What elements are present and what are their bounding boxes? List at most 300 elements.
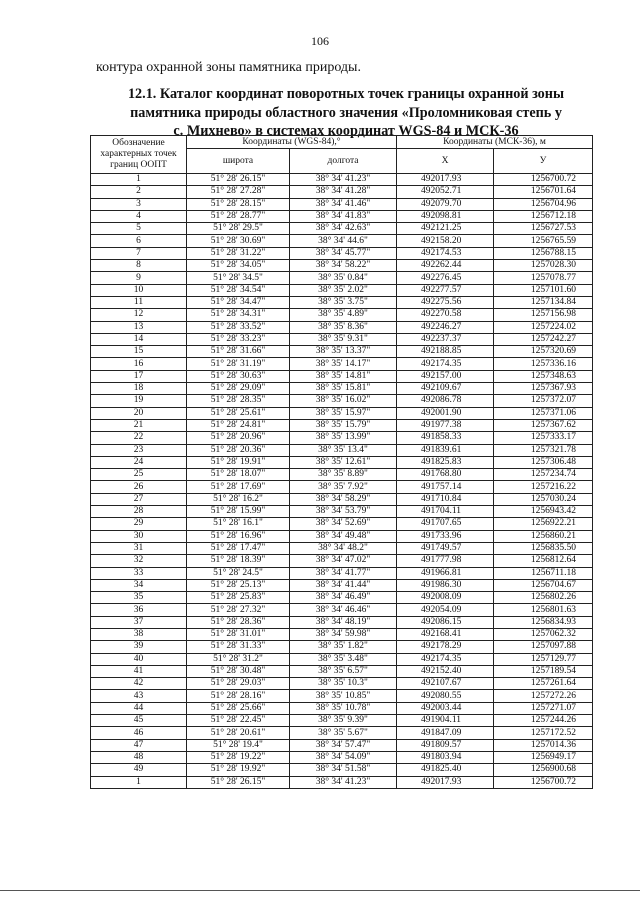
table-row (91, 715, 593, 727)
longitude: 38° 34' 45.77" (290, 247, 397, 259)
coord-x: 492275.56 (397, 296, 494, 308)
latitude: 51° 28' 26.15" (187, 174, 290, 186)
coord-y: 1256700.72 (494, 776, 593, 788)
point-number: 31 (91, 542, 187, 554)
table-row (91, 456, 593, 468)
coord-x: 492001.90 (397, 407, 494, 419)
coord-y: 1257234.74 (494, 469, 593, 481)
coord-x: 492262.44 (397, 260, 494, 272)
point-number: 15 (91, 346, 187, 358)
table-row (91, 186, 593, 198)
coord-x: 492174.35 (397, 358, 494, 370)
latitude: 51° 28' 16.2" (187, 493, 290, 505)
coord-y: 1257097.88 (494, 641, 593, 653)
coord-y: 1256835.50 (494, 542, 593, 554)
longitude: 38° 35' 15.81" (290, 383, 397, 395)
longitude: 38° 34' 48.2" (290, 542, 397, 554)
coord-x: 491803.94 (397, 751, 494, 763)
coord-y: 1256701.64 (494, 186, 593, 198)
coord-x: 492277.57 (397, 284, 494, 296)
table-row (91, 542, 593, 554)
longitude: 38° 34' 48.19" (290, 616, 397, 628)
point-number: 44 (91, 702, 187, 714)
coord-x: 491825.83 (397, 456, 494, 468)
coord-x: 491839.61 (397, 444, 494, 456)
point-number: 35 (91, 592, 187, 604)
table-row (91, 727, 593, 739)
point-number: 5 (91, 223, 187, 235)
latitude: 51° 28' 24.81" (187, 419, 290, 431)
table-row (91, 198, 593, 210)
latitude: 51° 28' 31.22" (187, 247, 290, 259)
table-row (91, 333, 593, 345)
coord-y: 1257062.32 (494, 628, 593, 640)
longitude: 38° 34' 41.23" (290, 776, 397, 788)
coord-y: 1257216.22 (494, 481, 593, 493)
coord-y: 1257078.77 (494, 272, 593, 284)
section-title-line-3: с. Михнево» в системах координат WGS-84 и МСК-36 (173, 123, 519, 139)
coord-x: 492086.78 (397, 395, 494, 407)
longitude: 38° 35' 0.84" (290, 272, 397, 284)
coord-x: 492237.37 (397, 333, 494, 345)
table-row (91, 235, 593, 247)
longitude: 38° 34' 47.02" (290, 555, 397, 567)
table-row (91, 346, 593, 358)
point-number: 34 (91, 579, 187, 591)
point-number: 22 (91, 432, 187, 444)
longitude: 38° 34' 49.48" (290, 530, 397, 542)
longitude: 38° 35' 4.89" (290, 309, 397, 321)
longitude: 38° 35' 3.48" (290, 653, 397, 665)
header-designation: Обозначение характерных точек границ ООПТ (91, 136, 187, 174)
coord-x: 491966.81 (397, 567, 494, 579)
coord-y: 1257336.16 (494, 358, 593, 370)
coord-x: 491858.33 (397, 432, 494, 444)
coord-y: 1256922.21 (494, 518, 593, 530)
coord-y: 1257014.36 (494, 739, 593, 751)
table-row (91, 641, 593, 653)
coord-y: 1257320.69 (494, 346, 593, 358)
table-row (91, 247, 593, 259)
coord-y: 1256700.72 (494, 174, 593, 186)
coord-y: 1256727.53 (494, 223, 593, 235)
point-number: 29 (91, 518, 187, 530)
point-number: 11 (91, 296, 187, 308)
coord-y: 1256834.93 (494, 616, 593, 628)
latitude: 51° 28' 34.47" (187, 296, 290, 308)
coord-y: 1257367.93 (494, 383, 593, 395)
header-x: X (397, 149, 494, 174)
coord-x: 491809.57 (397, 739, 494, 751)
latitude: 51° 28' 28.15" (187, 198, 290, 210)
point-number: 45 (91, 715, 187, 727)
longitude: 38° 35' 7.92" (290, 481, 397, 493)
coord-x: 492174.53 (397, 247, 494, 259)
longitude: 38° 34' 41.28" (290, 186, 397, 198)
latitude: 51° 28' 29.5" (187, 223, 290, 235)
table-row (91, 530, 593, 542)
longitude: 38° 34' 51.58" (290, 764, 397, 776)
longitude: 38° 35' 10.85" (290, 690, 397, 702)
point-number: 9 (91, 272, 187, 284)
point-number: 40 (91, 653, 187, 665)
point-number: 20 (91, 407, 187, 419)
coord-x: 492157.00 (397, 370, 494, 382)
longitude: 38° 34' 41.83" (290, 210, 397, 222)
longitude: 38° 34' 41.77" (290, 567, 397, 579)
point-number: 41 (91, 665, 187, 677)
point-number: 13 (91, 321, 187, 333)
latitude: 51° 28' 29.09" (187, 383, 290, 395)
coord-x: 491904.11 (397, 715, 494, 727)
point-number: 46 (91, 727, 187, 739)
longitude: 38° 34' 42.63" (290, 223, 397, 235)
coord-x: 492270.58 (397, 309, 494, 321)
coord-y: 1256860.21 (494, 530, 593, 542)
longitude: 38° 34' 58.22" (290, 260, 397, 272)
longitude: 38° 35' 9.31" (290, 333, 397, 345)
coord-x: 491977.38 (397, 419, 494, 431)
point-number: 24 (91, 456, 187, 468)
coord-x: 491847.09 (397, 727, 494, 739)
latitude: 51° 28' 25.66" (187, 702, 290, 714)
longitude: 38° 34' 41.46" (290, 198, 397, 210)
coord-x: 492052.71 (397, 186, 494, 198)
coord-y: 1257271.07 (494, 702, 593, 714)
longitude: 38° 35' 15.79" (290, 419, 397, 431)
latitude: 51° 28' 34.05" (187, 260, 290, 272)
latitude: 51° 28' 34.31" (187, 309, 290, 321)
latitude: 51° 28' 22.45" (187, 715, 290, 727)
longitude: 38° 34' 53.79" (290, 506, 397, 518)
longitude: 38° 35' 6.57" (290, 665, 397, 677)
table-header-row (91, 136, 593, 149)
coord-y: 1256765.59 (494, 235, 593, 247)
longitude: 38° 35' 8.36" (290, 321, 397, 333)
coord-y: 1257333.17 (494, 432, 593, 444)
point-number: 43 (91, 690, 187, 702)
table-row (91, 395, 593, 407)
point-number: 21 (91, 419, 187, 431)
coord-x: 492086.15 (397, 616, 494, 628)
point-number: 4 (91, 210, 187, 222)
table-row (91, 210, 593, 222)
table-row (91, 665, 593, 677)
table-row (91, 321, 593, 333)
table-row (91, 776, 593, 788)
table-row (91, 309, 593, 321)
point-number: 47 (91, 739, 187, 751)
point-number: 3 (91, 198, 187, 210)
longitude: 38° 34' 58.29" (290, 493, 397, 505)
latitude: 51° 28' 17.47" (187, 542, 290, 554)
latitude: 51° 28' 33.52" (187, 321, 290, 333)
coord-y: 1257028.30 (494, 260, 593, 272)
header-latitude: широта (187, 149, 290, 174)
latitude: 51° 28' 25.61" (187, 407, 290, 419)
latitude: 51° 28' 25.83" (187, 592, 290, 604)
longitude: 38° 35' 1.82" (290, 641, 397, 653)
coord-x: 492079.70 (397, 198, 494, 210)
longitude: 38° 34' 44.6" (290, 235, 397, 247)
table-row (91, 383, 593, 395)
table-row (91, 616, 593, 628)
coord-y: 1257134.84 (494, 296, 593, 308)
longitude: 38° 34' 46.49" (290, 592, 397, 604)
coord-x: 491733.96 (397, 530, 494, 542)
table-row (91, 407, 593, 419)
table-row (91, 432, 593, 444)
longitude: 38° 35' 13.4" (290, 444, 397, 456)
latitude: 51° 28' 18.39" (187, 555, 290, 567)
point-number: 48 (91, 751, 187, 763)
longitude: 38° 35' 8.89" (290, 469, 397, 481)
coord-x: 491757.14 (397, 481, 494, 493)
coord-y: 1257156.98 (494, 309, 593, 321)
latitude: 51° 28' 20.61" (187, 727, 290, 739)
coord-x: 492121.25 (397, 223, 494, 235)
latitude: 51° 28' 28.36" (187, 616, 290, 628)
coord-y: 1257189.54 (494, 665, 593, 677)
table-row (91, 419, 593, 431)
point-number: 32 (91, 555, 187, 567)
coord-y: 1257367.62 (494, 419, 593, 431)
table-row (91, 370, 593, 382)
point-number: 27 (91, 493, 187, 505)
latitude: 51° 28' 31.2" (187, 653, 290, 665)
table-row (91, 751, 593, 763)
latitude: 51° 28' 31.19" (187, 358, 290, 370)
point-number: 38 (91, 628, 187, 640)
coord-x: 492003.44 (397, 702, 494, 714)
table-row (91, 579, 593, 591)
latitude: 51° 28' 20.96" (187, 432, 290, 444)
table-row (91, 469, 593, 481)
latitude: 51° 28' 30.48" (187, 665, 290, 677)
point-number: 7 (91, 247, 187, 259)
table-row (91, 518, 593, 530)
longitude: 38° 34' 59.98" (290, 628, 397, 640)
table-row (91, 358, 593, 370)
table-row (91, 604, 593, 616)
coord-y: 1257101.60 (494, 284, 593, 296)
point-number: 26 (91, 481, 187, 493)
table-row (91, 764, 593, 776)
latitude: 51° 28' 31.66" (187, 346, 290, 358)
table-row (91, 260, 593, 272)
coord-x: 491777.98 (397, 555, 494, 567)
coord-x: 492017.93 (397, 776, 494, 788)
point-number: 37 (91, 616, 187, 628)
point-number: 18 (91, 383, 187, 395)
coord-y: 1256711.18 (494, 567, 593, 579)
table-row (91, 628, 593, 640)
coord-y: 1257224.02 (494, 321, 593, 333)
coord-y: 1256788.15 (494, 247, 593, 259)
coord-x: 491710.84 (397, 493, 494, 505)
section-title-line-1: 12.1. Каталог координат поворотных точек границы охранной зоны (127, 86, 565, 102)
table-row (91, 592, 593, 604)
coord-x: 491768.80 (397, 469, 494, 481)
point-number: 8 (91, 260, 187, 272)
point-number: 1 (91, 776, 187, 788)
latitude: 51° 28' 28.16" (187, 690, 290, 702)
table-body (91, 174, 593, 789)
longitude: 38° 35' 14.81" (290, 370, 397, 382)
coord-x: 492168.41 (397, 628, 494, 640)
coord-y: 1256949.17 (494, 751, 593, 763)
point-number: 14 (91, 333, 187, 345)
coord-x: 492276.45 (397, 272, 494, 284)
longitude: 38° 34' 54.09" (290, 751, 397, 763)
latitude: 51° 28' 19.92" (187, 764, 290, 776)
coord-x: 492054.09 (397, 604, 494, 616)
header-wgs84: Координаты (WGS-84),° (187, 136, 397, 149)
longitude: 38° 35' 10.3" (290, 678, 397, 690)
point-number: 30 (91, 530, 187, 542)
coord-y: 1256900.68 (494, 764, 593, 776)
coord-y: 1257172.52 (494, 727, 593, 739)
table-row (91, 702, 593, 714)
longitude: 38° 35' 9.39" (290, 715, 397, 727)
longitude: 38° 34' 46.46" (290, 604, 397, 616)
latitude: 51° 28' 30.69" (187, 235, 290, 247)
table-row (91, 296, 593, 308)
latitude: 51° 28' 33.23" (187, 333, 290, 345)
latitude: 51° 28' 28.35" (187, 395, 290, 407)
coord-y: 1256704.67 (494, 579, 593, 591)
latitude: 51° 28' 18.07" (187, 469, 290, 481)
coord-x: 492017.93 (397, 174, 494, 186)
point-number: 39 (91, 641, 187, 653)
coord-y: 1257261.64 (494, 678, 593, 690)
coord-y: 1256712.18 (494, 210, 593, 222)
table-row (91, 653, 593, 665)
latitude: 51° 28' 19.91" (187, 456, 290, 468)
coord-x: 491986.30 (397, 579, 494, 591)
longitude: 38° 34' 52.69" (290, 518, 397, 530)
coord-y: 1257372.07 (494, 395, 593, 407)
table-row (91, 678, 593, 690)
point-number: 1 (91, 174, 187, 186)
coord-x: 492080.55 (397, 690, 494, 702)
latitude: 51° 28' 16.96" (187, 530, 290, 542)
table-row (91, 481, 593, 493)
latitude: 51° 28' 24.5" (187, 567, 290, 579)
coord-y: 1257030.24 (494, 493, 593, 505)
table-row (91, 555, 593, 567)
point-number: 23 (91, 444, 187, 456)
table-row (91, 506, 593, 518)
coord-y: 1256943.42 (494, 506, 593, 518)
point-number: 19 (91, 395, 187, 407)
coord-x: 492246.27 (397, 321, 494, 333)
coord-y: 1256801.63 (494, 604, 593, 616)
coord-x: 492152.40 (397, 665, 494, 677)
coord-y: 1257306.48 (494, 456, 593, 468)
longitude: 38° 34' 41.23" (290, 174, 397, 186)
latitude: 51° 28' 27.28" (187, 186, 290, 198)
point-number: 49 (91, 764, 187, 776)
longitude: 38° 35' 13.99" (290, 432, 397, 444)
page-number: 106 (311, 34, 329, 48)
latitude: 51° 28' 31.33" (187, 641, 290, 653)
longitude: 38° 35' 14.17" (290, 358, 397, 370)
latitude: 51° 28' 26.15" (187, 776, 290, 788)
table-row (91, 493, 593, 505)
longitude: 38° 35' 10.78" (290, 702, 397, 714)
point-number: 6 (91, 235, 187, 247)
longitude: 38° 35' 12.61" (290, 456, 397, 468)
coord-x: 492174.35 (397, 653, 494, 665)
coord-x: 492158.20 (397, 235, 494, 247)
coord-y: 1257348.63 (494, 370, 593, 382)
coord-y: 1257129.77 (494, 653, 593, 665)
coord-x: 492107.67 (397, 678, 494, 690)
latitude: 51° 28' 19.4" (187, 739, 290, 751)
table-row (91, 272, 593, 284)
coord-x: 492109.67 (397, 383, 494, 395)
point-number: 42 (91, 678, 187, 690)
coord-x: 492008.09 (397, 592, 494, 604)
coord-x: 491825.40 (397, 764, 494, 776)
header-longitude: долгота (290, 149, 397, 174)
latitude: 51° 28' 25.13" (187, 579, 290, 591)
latitude: 51° 28' 27.32" (187, 604, 290, 616)
longitude: 38° 34' 57.47" (290, 739, 397, 751)
coord-x: 492098.81 (397, 210, 494, 222)
section-title-line-2: памятника природы областного значения «Проломниковая степь у (130, 104, 562, 121)
latitude: 51° 28' 29.03" (187, 678, 290, 690)
header-msk36: Координаты (МСК-36), м (397, 136, 593, 149)
coord-x: 491707.65 (397, 518, 494, 530)
table-row (91, 223, 593, 235)
point-number: 12 (91, 309, 187, 321)
longitude: 38° 35' 15.97" (290, 407, 397, 419)
intro-text: контура охранной зоны памятника природы. (96, 60, 361, 75)
table-row (91, 690, 593, 702)
latitude: 51° 28' 20.36" (187, 444, 290, 456)
table-row (91, 567, 593, 579)
coord-x: 491749.57 (397, 542, 494, 554)
header-y: У (494, 149, 593, 174)
longitude: 38° 35' 16.02" (290, 395, 397, 407)
point-number: 25 (91, 469, 187, 481)
point-number: 36 (91, 604, 187, 616)
point-number: 16 (91, 358, 187, 370)
coord-x: 491704.11 (397, 506, 494, 518)
longitude: 38° 35' 5.67" (290, 727, 397, 739)
latitude: 51° 28' 34.5" (187, 272, 290, 284)
point-number: 10 (91, 284, 187, 296)
coord-y: 1257272.26 (494, 690, 593, 702)
latitude: 51° 28' 30.63" (187, 370, 290, 382)
latitude: 51° 28' 34.54" (187, 284, 290, 296)
coord-y: 1256802.26 (494, 592, 593, 604)
table-row (91, 739, 593, 751)
coord-y: 1256812.64 (494, 555, 593, 567)
point-number: 17 (91, 370, 187, 382)
latitude: 51° 28' 17.69" (187, 481, 290, 493)
coord-y: 1257371.06 (494, 407, 593, 419)
longitude: 38° 34' 41.44" (290, 579, 397, 591)
coord-y: 1257244.26 (494, 715, 593, 727)
coord-y: 1257321.78 (494, 444, 593, 456)
latitude: 51° 28' 16.1" (187, 518, 290, 530)
latitude: 51° 28' 28.77" (187, 210, 290, 222)
longitude: 38° 35' 3.75" (290, 296, 397, 308)
coord-x: 492188.85 (397, 346, 494, 358)
